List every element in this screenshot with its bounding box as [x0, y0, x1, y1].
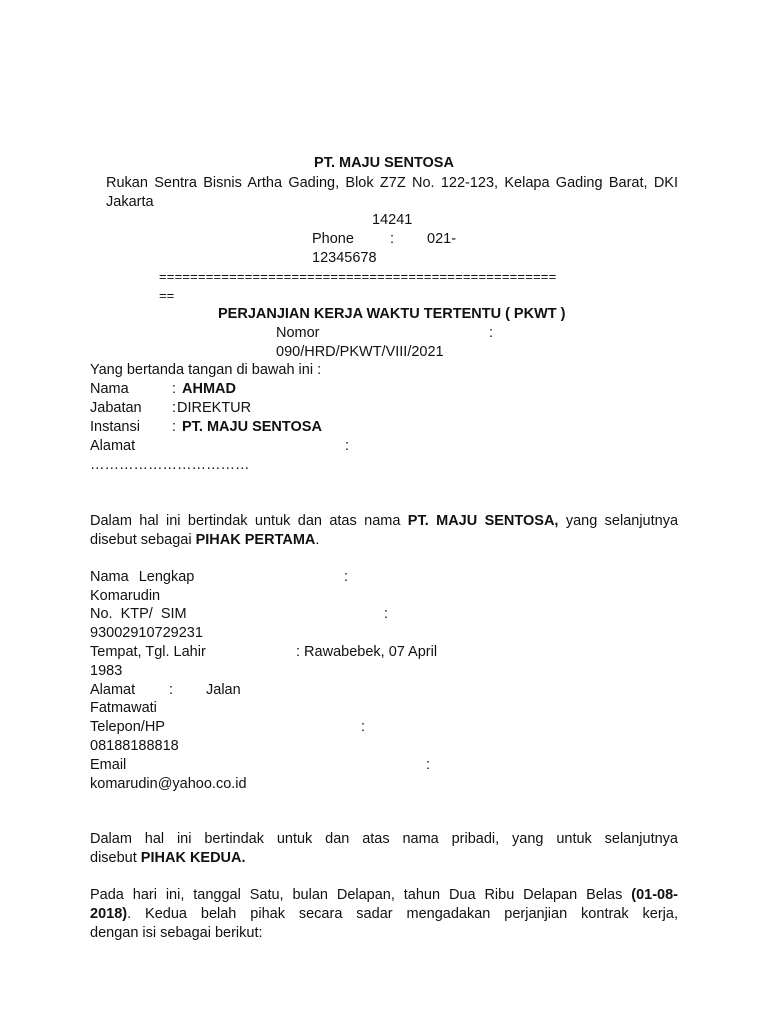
email-colon: : — [426, 757, 431, 773]
nama-lengkap-colon: : — [344, 569, 349, 585]
first-party-clause-line2 — [90, 531, 319, 550]
telepon-label: Telepon/HP — [90, 719, 165, 735]
agreement-text: Pada hari ini, tanggal Satu, bulan Delapan, tahun Dua Ribu Delapan Belas — [90, 887, 623, 903]
postal-code: 14241 — [372, 212, 413, 228]
agreement-date-part1: (01-08- — [631, 887, 678, 903]
email-label: Email — [90, 757, 127, 773]
ktp-label: No. KTP/ SIM — [90, 606, 187, 622]
clause-text: yang selanjutnya — [565, 513, 679, 529]
alamat2-colon: : — [169, 682, 174, 698]
nomor-label: Nomor — [276, 325, 320, 341]
email-value: komarudin@yahoo.co.id — [90, 776, 247, 792]
first-party-clause-line1 — [90, 512, 678, 531]
telepon-colon: : — [361, 719, 366, 735]
jabatan-colon: : — [172, 400, 177, 416]
clause-end: . — [315, 532, 320, 548]
phone-colon: : — [390, 231, 395, 247]
phone-label: Phone — [312, 231, 354, 247]
pihak-kedua: PIHAK KEDUA. — [140, 850, 246, 866]
nomor-colon: : — [489, 325, 494, 341]
clause-text: disebut sebagai — [90, 532, 192, 548]
alamat-label: Alamat — [90, 438, 136, 454]
nama-lengkap-label: Nama Lengkap — [90, 569, 195, 585]
company-name: PT. MAJU SENTOSA — [314, 155, 454, 171]
agreement-line1 — [90, 886, 678, 905]
nama-value: AHMAD — [182, 381, 236, 397]
alamat-value: …………………………… — [90, 457, 250, 473]
agreement-line2 — [90, 905, 678, 924]
second-party-clause-line2 — [90, 849, 246, 868]
nomor-value: 090/HRD/PKWT/VIII/2021 — [276, 344, 444, 360]
agreement-text: . Kedua belah pihak secara sadar mengadakan perjanjian kontrak kerja, — [127, 906, 678, 922]
company-address-line2: Jakarta — [106, 194, 154, 210]
company-address-line1: Rukan Sentra Bisnis Artha Gading, Blok Z7Z No. 122-123, Kelapa Gading Barat, DKI — [106, 175, 678, 191]
phone-number-part1: 021- — [427, 231, 457, 247]
nama-lengkap-value: Komarudin — [90, 588, 161, 604]
intro-text: Yang bertanda tangan di bawah ini : — [90, 362, 322, 378]
alamat-colon: : — [345, 438, 350, 454]
phone-number-part2: 12345678 — [312, 250, 377, 266]
nama-colon: : — [172, 381, 177, 397]
instansi-label: Instansi — [90, 419, 140, 435]
agreement-date-part2: 2018) — [90, 906, 128, 922]
pihak-pertama: PIHAK PERTAMA — [195, 532, 316, 548]
header-separator-end: == — [159, 288, 175, 303]
second-party-clause-line1: Dalam hal ini bertindak untuk dan atas nama pribadi, yang untuk selanjutnya — [90, 831, 678, 847]
alamat2-label: Alamat — [90, 682, 136, 698]
ttl-value-part2: 1983 — [90, 663, 123, 679]
ktp-value: 93002910729231 — [90, 625, 203, 641]
clause-company: PT. MAJU SENTOSA, — [407, 513, 559, 529]
telepon-value: 08188188818 — [90, 738, 179, 754]
agreement-line3: dengan isi sebagai berikut: — [90, 925, 263, 941]
alamat2-value-part2: Fatmawati — [90, 700, 157, 716]
instansi-colon: : — [172, 419, 177, 435]
header-separator: =================================================== — [159, 269, 557, 284]
alamat2-value-part1: Jalan — [206, 682, 241, 698]
document-title: PERJANJIAN KERJA WAKTU TERTENTU ( PKWT ) — [218, 306, 566, 322]
ktp-colon: : — [384, 606, 389, 622]
clause-text: Dalam hal ini bertindak untuk dan atas nama — [90, 513, 401, 529]
ttl-value-part1: : Rawabebek, 07 April — [296, 644, 438, 660]
jabatan-label: Jabatan — [90, 400, 142, 416]
clause-text: disebut — [90, 850, 137, 866]
jabatan-value: DIREKTUR — [177, 400, 252, 416]
instansi-value: PT. MAJU SENTOSA — [182, 419, 322, 435]
nama-label: Nama — [90, 381, 129, 397]
ttl-label: Tempat, Tgl. Lahir — [90, 644, 206, 660]
